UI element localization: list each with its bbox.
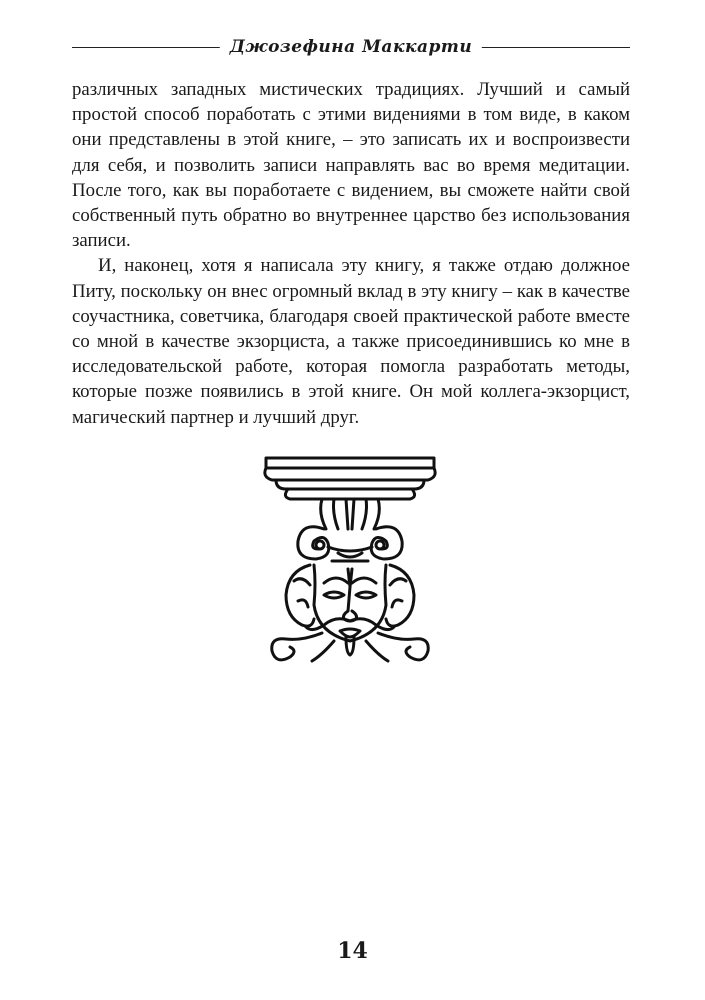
paragraph-1: различных западных мистических традициях. Лучший и самый простой способ поработать с этими видениями в том виде, в каком они представлены в этой книге, – это записать их и воспроизвести для себя, и позволить записи направлять вас во время медитации. После того, как вы поработаете с видением, вы сможете найти свой собственный путь обратно во внутреннее царство без использования записи. xyxy=(72,79,630,252)
running-title: Джозефина Маккарти xyxy=(220,34,482,60)
corbel-mask-ornament-icon xyxy=(262,455,438,671)
paragraph-2: И, наконец, хотя я написала эту книгу, я также отдаю должное Питу, поскольку он внес огромный вклад в эту книгу – как в качестве соучастника, советчика, благодаря своей практической работе вместе со мной в качестве экзорциста, а также присоединившись ко мне в исследовательской работе, которая помогла разработать методы, которые позже появились в этой книге. Он мой коллега-экзорцист, магический партнер и лучший друг. xyxy=(72,255,630,428)
running-header xyxy=(72,34,630,60)
page-number: 14 xyxy=(337,938,368,964)
main-text xyxy=(72,77,630,430)
